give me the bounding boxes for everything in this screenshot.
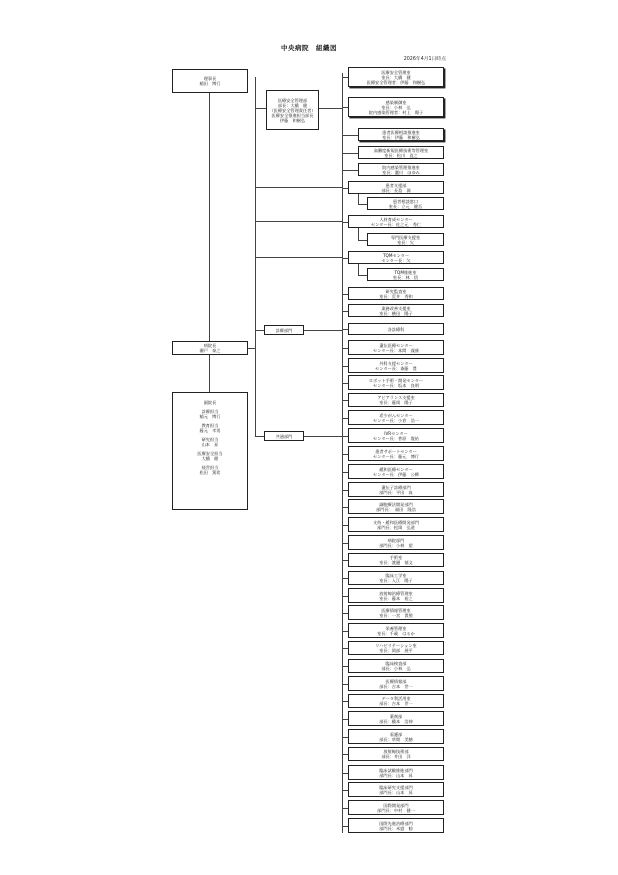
deputy-name: 大橋 健 (201, 456, 219, 461)
unit-name: 患者サポートセンター (375, 448, 417, 454)
unit-head: センター長：本間 義康 (373, 347, 419, 353)
unit-head: センター長：欠 (381, 257, 411, 263)
unit-name: 放射線技術部 (383, 749, 409, 754)
diagnosis-division-h (255, 330, 264, 331)
deputy-role: 診療担当 (201, 409, 219, 414)
deputy-name: 山本 昇 (201, 442, 219, 447)
chairman-box (172, 69, 248, 93)
unit-box (348, 428, 444, 443)
chart-title: 中央病院 組織図 (281, 44, 337, 52)
unit-box (358, 128, 444, 141)
unit-name: TQMセンター (382, 252, 410, 258)
trunk-branch (255, 187, 342, 188)
unit-head: 部門長：平田 真 (379, 489, 413, 495)
unit-name: 感染制御室 (385, 99, 407, 105)
deputy-name: 稲元 博行 (199, 414, 221, 419)
unit-box (348, 410, 444, 425)
unit-box (348, 800, 444, 815)
unit-box (348, 323, 444, 335)
unit-head: 室長：入江 陽子 (379, 578, 413, 583)
unit-box (348, 464, 444, 479)
director-to-deputies-line (209, 355, 210, 392)
unit-name: 医療安全管理室 (381, 69, 411, 75)
unit-head: センター長：菅原 俊祐 (373, 435, 419, 441)
unit-box (348, 747, 444, 761)
unit-head: センター長：斎藤 豊 (375, 365, 417, 371)
unit-box (348, 659, 444, 673)
safety-line: （医療安全管理責任者） (269, 107, 316, 113)
unit-connector (358, 240, 367, 241)
unit-head: 室長：大橋 健 (381, 74, 411, 80)
unit-head: 室長：渡邊 郁文 (379, 560, 413, 565)
unit-box (348, 623, 444, 638)
unit-box (348, 67, 444, 87)
unit-name: 各診療科 (387, 326, 405, 332)
unit-head: 室長：欠 (397, 239, 414, 245)
safety-to-right-h (319, 108, 342, 109)
director-box (172, 341, 248, 355)
unit-name: 業務改善支援室 (381, 305, 411, 311)
deputies-title: 副院長 (203, 400, 217, 405)
diagnosis-to-right-h (304, 330, 342, 331)
unit-name: 患者医療相談推進室 (382, 129, 420, 135)
support-to-right-h (304, 436, 342, 437)
unit-box (348, 818, 444, 833)
unit-box (348, 482, 444, 497)
deputy-role: 経営担当 (201, 465, 219, 470)
unit-name: TQM推進室 (394, 269, 417, 275)
unit-box (348, 782, 444, 797)
unit-name: データ利活用室 (381, 696, 411, 701)
director-title: 病院長 (203, 343, 217, 348)
unit-head: 室長：一宮 貴照 (379, 612, 413, 618)
unit-head: センター長：佐之元 秀仁 (370, 221, 422, 227)
unit-box (348, 641, 444, 655)
unit-head: 部門長：山本 昇 (379, 789, 413, 795)
unit-head: 室長：横田 陽子 (379, 310, 413, 316)
unit-name: 支持・緩和医療開発部門 (372, 519, 420, 525)
unit-head: 室長：藤本 裕之 (379, 595, 413, 601)
unit-name: 医療情報部 (385, 678, 407, 684)
as-of-date: 2026年4月1日時点 (403, 57, 446, 62)
trunk-branch (255, 221, 342, 222)
unit-box (348, 393, 444, 407)
unit-head: 部門長：松岡 弘道 (377, 524, 415, 530)
unit-head: 室長：藤岡 陽子 (379, 400, 413, 405)
unit-box (348, 251, 444, 264)
sub-unit-vertical (358, 228, 359, 240)
unit-name: 医療情報管理室 (381, 607, 411, 613)
unit-head: 部長：長島 満 (381, 187, 411, 193)
unit-box (348, 553, 444, 567)
unit-box (348, 215, 444, 228)
unit-name: IVRセンター (384, 430, 408, 436)
unit-name: 薬剤部 (389, 713, 403, 719)
unit-name: 国際先進治療部門 (379, 820, 413, 826)
unit-box (348, 571, 444, 585)
unit-name: 院内感染管理推進室 (382, 164, 420, 170)
deputy-name: 藤元 幸男 (199, 428, 221, 433)
unit-name: 遺伝医療センター (379, 342, 413, 348)
unit-connector (342, 135, 358, 136)
unit-head: 院内感染管理者：村上 陽子 (368, 109, 424, 115)
unit-head: 部長：吉本 世一 (379, 683, 413, 689)
unit-name: 臨床研究支援部門 (379, 784, 413, 790)
unit-head: 部長：井田 洋 (381, 754, 411, 759)
unit-name: 国際開発部門 (383, 802, 409, 808)
unit-box (348, 499, 444, 514)
unit-head: 部門長：小林 望 (379, 542, 413, 548)
unit-head: センター長：伊藤 公輝 (373, 471, 419, 477)
chairman-title: 理事長 (203, 76, 217, 81)
unit-head: 部長：草間 美穂 (379, 736, 413, 742)
director-name: 瀬戸 泰之 (199, 348, 221, 353)
director-connector-h (248, 348, 255, 349)
unit-name: 栄養管理室 (385, 625, 407, 631)
unit-connector (358, 204, 367, 205)
unit-name: アピアランス支援室 (377, 395, 415, 400)
unit-box (348, 605, 444, 620)
unit-box (348, 729, 444, 744)
deputy-role: 医療安全担当 (197, 451, 223, 456)
unit-head: センター長：藤元 博行 (373, 453, 419, 459)
unit-name: 臨床検査部 (385, 661, 407, 666)
unit-head: 室長：立元 健吾 (388, 203, 423, 209)
unit-head: 部長：小林 弘 (381, 666, 411, 671)
unit-name: 研究監査室 (385, 288, 407, 294)
unit-head: 室長：岡部 展平 (379, 648, 413, 653)
unit-name: 人材育成センター (379, 216, 413, 222)
deputy-role: 教育担当 (201, 423, 219, 428)
unit-name: 外科支援センター (379, 360, 413, 366)
unit-name: 細胞療法開発部門 (379, 501, 413, 507)
unit-head: センター長：小倉 浩一 (373, 417, 419, 423)
unit-name: 緩和医療センター (379, 466, 413, 472)
deputy-role: 研究担当 (201, 437, 219, 442)
trunk-branch (255, 257, 342, 258)
trunk-to-safety-h (255, 108, 266, 109)
unit-head: 室長：林 悟 (392, 274, 419, 280)
unit-head: 部門長：山本 昇 (379, 772, 413, 778)
unit-head: 室長：松川 直之 (384, 152, 418, 158)
support-division-label: 共通部門 (275, 433, 293, 439)
unit-name: 専門医療支援室 (390, 234, 421, 240)
unit-head: 医療安全管理者：伊藤 和樹弘 (366, 79, 426, 85)
safety-line: 医療安全管理部 (277, 97, 308, 103)
diagnosis-division-label: 診療部門 (275, 327, 293, 333)
unit-head: 部門長：米盛 勧 (379, 825, 413, 831)
unit-box (348, 694, 444, 708)
unit-box (358, 163, 444, 176)
unit-name: 看護部 (389, 731, 403, 737)
unit-name: 希少がんセンター (379, 412, 413, 418)
unit-name: 臨床試験推進部門 (379, 767, 413, 773)
support-division-h (255, 436, 264, 437)
safety-line: 伊藤 和樹弘 (279, 117, 306, 123)
deputy-name: 松田 篤希 (199, 470, 221, 475)
unit-box (348, 287, 444, 300)
unit-box (358, 146, 444, 159)
unit-head: 部門長： 福田 隆浩 (376, 506, 416, 512)
unit-box (348, 765, 444, 780)
unit-head: センター長：坂本 良明 (373, 382, 419, 388)
unit-box (348, 711, 444, 726)
unit-box (348, 446, 444, 461)
unit-name: 放射線治療管理室 (379, 590, 413, 596)
unit-name: 高難度新規医療技術等管理室 (373, 147, 429, 153)
safety-line: 部長：大橋 健 (277, 102, 308, 108)
unit-box (348, 340, 444, 355)
unit-head: 室長：荒井 秀和 (379, 293, 413, 299)
unit-name: リハビリテーション室 (375, 643, 417, 648)
unit-name: 遺伝子診療部門 (381, 484, 411, 490)
unit-head: 部長：吉本 世一 (379, 701, 413, 706)
unit-box (348, 517, 444, 532)
support-division-box (264, 431, 304, 441)
unit-name: 病院部門 (387, 537, 405, 543)
unit-head: 部門長：中村 健一 (377, 807, 415, 813)
unit-box (348, 676, 444, 691)
unit-name: 患者相談窓口 (392, 198, 419, 204)
unit-connector (342, 170, 358, 171)
unit-box (367, 233, 444, 246)
unit-head: 室長：瀧川 ほゆみ (382, 169, 420, 175)
safety-division-box (266, 90, 319, 130)
unit-name: ロボット手術・開発センター (368, 377, 424, 383)
sub-unit-vertical (358, 264, 359, 275)
mid-vertical-trunk (255, 77, 256, 348)
unit-head: 室長：千歳 はるか (377, 630, 415, 636)
unit-box (348, 181, 444, 194)
unit-connector (342, 153, 358, 154)
chairman-name: 稲田 博行 (199, 81, 221, 86)
unit-connector (358, 275, 367, 276)
unit-name: 手術室 (389, 555, 403, 560)
safety-line: 医療安全推進担当部長 (271, 112, 314, 118)
unit-name: 患者支援部 (385, 182, 407, 188)
deputy-directors-box (172, 392, 248, 510)
unit-box (348, 358, 444, 373)
unit-head: 室長：伊藤 和樹弘 (382, 134, 420, 140)
unit-head: 室長：小林 弘 (381, 104, 411, 110)
unit-box (367, 268, 444, 281)
main-vertical-trunk (209, 92, 210, 342)
unit-box (348, 535, 444, 550)
unit-box (348, 304, 444, 317)
unit-box (348, 588, 444, 603)
lower-vertical-trunk (255, 348, 256, 436)
unit-box (348, 97, 444, 117)
unit-head: 部長：橋本 浩伸 (379, 718, 413, 724)
sub-unit-vertical (358, 194, 359, 204)
unit-name: 臨床工学室 (385, 573, 407, 578)
diagnosis-division-box (264, 325, 304, 335)
unit-box (348, 375, 444, 390)
unit-box (367, 197, 444, 210)
